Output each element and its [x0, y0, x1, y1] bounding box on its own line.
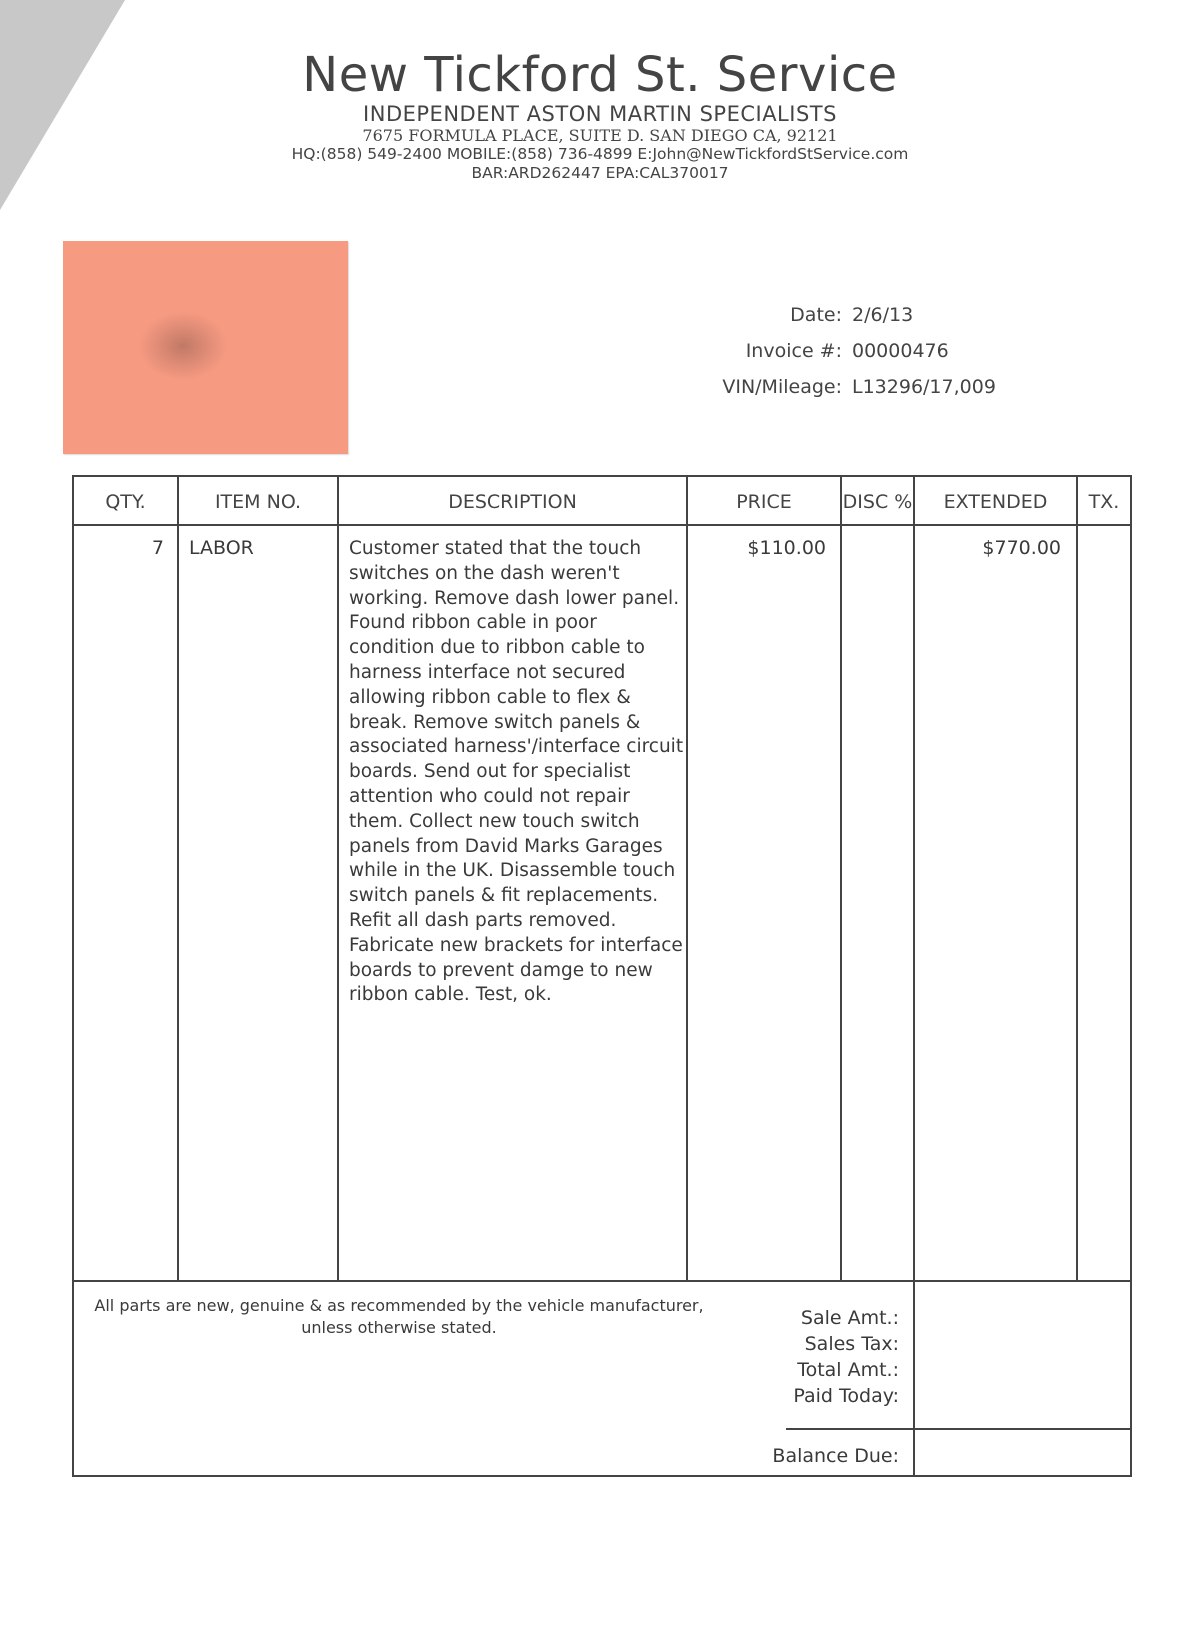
row-qty: 7: [151, 537, 164, 559]
header-item-no: ITEM NO.: [214, 491, 302, 513]
sales-tax-label: Sales Tax:: [804, 1333, 899, 1355]
header-price: PRICE: [736, 491, 792, 513]
column-divider: [1076, 477, 1078, 1282]
row-extended: $770.00: [982, 537, 1061, 559]
total-amt-label: Total Amt.:: [797, 1359, 899, 1381]
column-divider: [177, 477, 179, 1282]
header-description: DESCRIPTION: [448, 491, 577, 513]
date-label: Date:: [790, 304, 842, 326]
vin-mileage-row: [700, 376, 1060, 412]
ink-smudge: [138, 311, 228, 381]
vin-mileage-value: L13296/17,009: [852, 376, 996, 398]
company-tagline: INDEPENDENT ASTON MARTIN SPECIALISTS: [363, 102, 837, 126]
balance-divider: [786, 1428, 1132, 1430]
totals-divider: [913, 1282, 915, 1477]
invoice-number-label: Invoice #:: [745, 340, 842, 362]
invoice-table: [72, 475, 1132, 1477]
parts-disclaimer: [94, 1295, 704, 1339]
date-value: 2/6/13: [852, 304, 914, 326]
vin-mileage-label: VIN/Mileage:: [722, 376, 842, 398]
disclaimer-line-1: All parts are new, genuine & as recommended by the vehicle manufacturer,: [94, 1296, 704, 1315]
company-licenses: BAR:ARD262447 EPA:CAL370017: [471, 164, 729, 182]
header-qty: QTY.: [105, 491, 146, 513]
body-divider: [74, 1280, 1130, 1282]
redaction-sticky-note: [63, 241, 348, 454]
sale-amt-label: Sale Amt.:: [800, 1307, 899, 1329]
header-extended: EXTENDED: [943, 491, 1048, 513]
letterhead: [0, 48, 1200, 183]
header-divider: [74, 524, 1130, 526]
header-disc: DISC %: [842, 491, 913, 513]
invoice-meta: [700, 304, 1060, 412]
row-price: $110.00: [747, 537, 826, 559]
column-divider: [337, 477, 339, 1282]
row-item-no: LABOR: [189, 537, 254, 559]
invoice-number-row: [700, 340, 1060, 376]
paid-today-label: Paid Today:: [793, 1385, 899, 1407]
disclaimer-line-2: unless otherwise stated.: [301, 1318, 497, 1337]
company-contact: HQ:(858) 549-2400 MOBILE:(858) 736-4899 E:John@NewTickfordStService.com: [291, 145, 909, 163]
column-divider: [913, 477, 915, 1282]
company-name: New Tickford St. Service: [302, 47, 898, 103]
column-divider: [840, 477, 842, 1282]
invoice-number-value: 00000476: [852, 340, 949, 362]
row-description: Customer stated that the touch switches on the dash weren't working. Remove dash lower panel. Found ribbon cable in poor condition due to ribbon cable to harness interface not secured allowing ribbon cable to flex & break. Remove switch panels & associated harness'/interface circuit boards. Send out for specialist attention who could not repair them. Collect new touch switch panels from David Marks Garages while in the UK. Disassemble touch switch panels & fit replacements. Refit all dash parts removed. Fabricate new brackets for interface boards to prevent damge to new ribbon cable. Test, ok.: [349, 538, 684, 1006]
totals-labels: [674, 1305, 899, 1409]
company-address: 7675 FORMULA PLACE, SUITE D. SAN DIEGO CA, 92121: [362, 126, 838, 145]
header-tx: TX.: [1088, 491, 1120, 513]
balance-due-label: Balance Due:: [772, 1445, 899, 1467]
date-row: [700, 304, 1060, 340]
